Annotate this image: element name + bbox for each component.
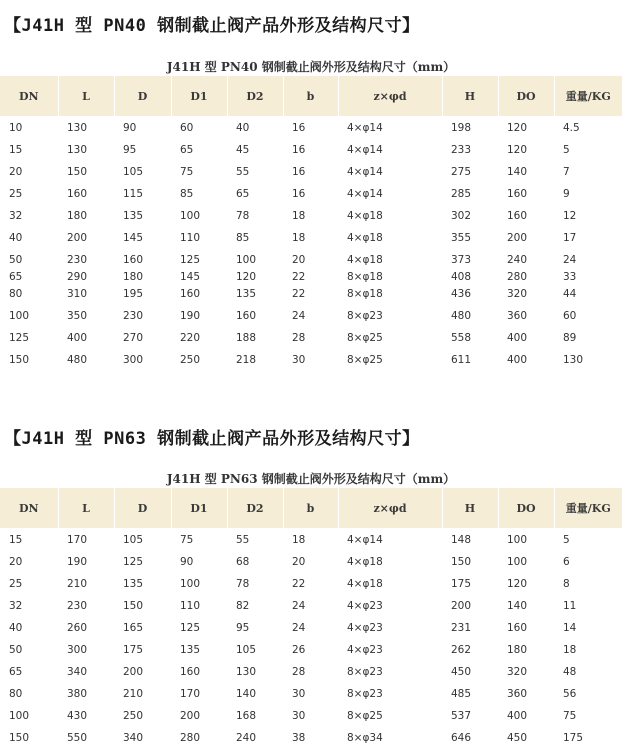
table-cell: 230 bbox=[67, 600, 88, 612]
table-cell: 4×φ18 bbox=[347, 556, 383, 568]
table-cell: 320 bbox=[507, 288, 528, 300]
table-cell: 115 bbox=[123, 188, 144, 200]
table-cell: 220 bbox=[180, 332, 201, 344]
table-cell: 300 bbox=[67, 644, 88, 656]
table-cell: 16 bbox=[292, 144, 306, 156]
table-cell: 8×φ23 bbox=[347, 310, 383, 322]
table-cell: 148 bbox=[451, 533, 472, 546]
table-cell: 150 bbox=[9, 731, 30, 744]
table-cell: 200 bbox=[123, 666, 144, 678]
table-row bbox=[0, 161, 622, 183]
table-caption: J41H 型 PN63 钢制截止阀外形及结构尺寸（mm） bbox=[166, 472, 456, 486]
table-cell: 7 bbox=[563, 166, 570, 178]
table-cell: 55 bbox=[236, 533, 250, 546]
table-cell: 15 bbox=[9, 144, 23, 156]
column-header: D1 bbox=[171, 488, 227, 528]
table-cell: 145 bbox=[123, 232, 144, 244]
table-cell: 8×φ25 bbox=[347, 354, 383, 366]
table-cell: 180 bbox=[67, 210, 88, 222]
table-cell: 20 bbox=[9, 556, 23, 568]
table-cell: 175 bbox=[563, 731, 584, 744]
table-cell: 20 bbox=[292, 254, 306, 266]
table-cell: 231 bbox=[451, 622, 472, 634]
table-cell: 320 bbox=[507, 666, 528, 678]
table-cell: 18 bbox=[292, 210, 306, 222]
table-cell: 11 bbox=[563, 600, 577, 612]
table-cell: 4×φ14 bbox=[347, 121, 383, 134]
table-cell: 100 bbox=[236, 254, 257, 266]
table-cell: 4×φ23 bbox=[347, 622, 383, 634]
table-cell: 373 bbox=[451, 254, 472, 266]
table-cell: 33 bbox=[563, 271, 577, 283]
table-cell: 4×φ18 bbox=[347, 210, 383, 222]
table-cell: 250 bbox=[123, 710, 144, 722]
table-cell: 260 bbox=[67, 622, 88, 634]
table-cell: 180 bbox=[123, 271, 144, 283]
table-row bbox=[0, 573, 622, 595]
spec-table bbox=[0, 76, 622, 371]
table-cell: 150 bbox=[123, 600, 144, 612]
table-cell: 646 bbox=[451, 731, 472, 744]
table-cell: 48 bbox=[563, 666, 577, 678]
table-cell: 95 bbox=[236, 622, 250, 634]
table-cell: 8 bbox=[563, 578, 570, 590]
table-cell: 100 bbox=[180, 578, 201, 590]
table-cell: 16 bbox=[292, 166, 306, 178]
table-cell: 25 bbox=[9, 578, 23, 590]
table-cell: 558 bbox=[451, 332, 472, 344]
table-cell: 360 bbox=[507, 310, 528, 322]
table-row bbox=[0, 661, 622, 683]
table-cell: 78 bbox=[236, 578, 250, 590]
table-cell: 140 bbox=[507, 600, 528, 612]
table-cell: 120 bbox=[507, 144, 528, 156]
table-cell: 100 bbox=[9, 310, 30, 322]
table-cell: 89 bbox=[563, 332, 577, 344]
table-cell: 75 bbox=[180, 533, 194, 546]
table-cell: 18 bbox=[292, 232, 306, 244]
table-cell: 218 bbox=[236, 354, 257, 366]
table-cell: 270 bbox=[123, 332, 144, 344]
table-cell: 130 bbox=[67, 121, 88, 134]
table-cell: 60 bbox=[563, 310, 577, 322]
table-cell: 17 bbox=[563, 232, 577, 244]
table-cell: 6 bbox=[563, 556, 570, 568]
table-cell: 8×φ25 bbox=[347, 710, 383, 722]
table-cell: 30 bbox=[292, 710, 306, 722]
table-cell: 25 bbox=[9, 188, 23, 200]
table-cell: 233 bbox=[451, 144, 472, 156]
table-cell: 40 bbox=[9, 232, 23, 244]
table-cell: 80 bbox=[9, 688, 23, 700]
table-row bbox=[0, 595, 622, 617]
table-row bbox=[0, 305, 622, 327]
table-cell: 175 bbox=[123, 644, 144, 656]
table-cell: 85 bbox=[236, 232, 250, 244]
column-header: D2 bbox=[227, 76, 283, 116]
table-cell: 4×φ23 bbox=[347, 600, 383, 612]
table-cell: 32 bbox=[9, 210, 23, 222]
table-cell: 30 bbox=[292, 354, 306, 366]
table-cell: 170 bbox=[67, 533, 88, 546]
table-cell: 140 bbox=[236, 688, 257, 700]
table-caption: J41H 型 PN40 钢制截止阀外形及结构尺寸（mm） bbox=[166, 60, 456, 74]
table-cell: 150 bbox=[451, 556, 472, 568]
section-title: 【J41H 型 PN40 钢制截止阀产品外形及结构尺寸】 bbox=[4, 16, 420, 36]
table-cell: 4×φ23 bbox=[347, 644, 383, 656]
table-cell: 125 bbox=[123, 556, 144, 568]
table-cell: 9 bbox=[563, 188, 570, 200]
table-cell: 210 bbox=[67, 578, 88, 590]
table-row bbox=[0, 727, 622, 748]
table-cell: 56 bbox=[563, 688, 577, 700]
column-header: 重量/KG bbox=[554, 76, 622, 116]
table-cell: 125 bbox=[180, 622, 201, 634]
table-cell: 160 bbox=[236, 310, 257, 322]
table-cell: 105 bbox=[236, 644, 257, 656]
table-cell: 160 bbox=[507, 210, 528, 222]
table-row bbox=[0, 283, 622, 305]
table-cell: 160 bbox=[180, 666, 201, 678]
table-cell: 135 bbox=[236, 288, 257, 300]
column-header: b bbox=[283, 76, 338, 116]
table-cell: 105 bbox=[123, 166, 144, 178]
table-cell: 4.5 bbox=[563, 121, 580, 134]
table-cell: 135 bbox=[123, 210, 144, 222]
table-cell: 400 bbox=[67, 332, 88, 344]
table-cell: 355 bbox=[451, 232, 472, 244]
column-header: z×φd bbox=[338, 488, 442, 528]
table-cell: 8×φ23 bbox=[347, 666, 383, 678]
table-row bbox=[0, 227, 622, 249]
table-cell: 160 bbox=[67, 188, 88, 200]
column-header: DO bbox=[498, 76, 554, 116]
table-cell: 160 bbox=[123, 254, 144, 266]
table-cell: 198 bbox=[451, 121, 472, 134]
table-row bbox=[0, 205, 622, 227]
table-cell: 15 bbox=[9, 533, 23, 546]
table-row bbox=[0, 271, 622, 283]
table-cell: 125 bbox=[9, 332, 30, 344]
table-cell: 10 bbox=[9, 121, 23, 134]
table-cell: 14 bbox=[563, 622, 577, 634]
table-cell: 50 bbox=[9, 254, 23, 266]
table-cell: 400 bbox=[507, 332, 528, 344]
table-cell: 130 bbox=[563, 354, 584, 366]
table-cell: 65 bbox=[9, 271, 23, 283]
table-row bbox=[0, 617, 622, 639]
table-cell: 80 bbox=[9, 288, 23, 300]
table-cell: 16 bbox=[292, 188, 306, 200]
column-header: DO bbox=[498, 488, 554, 528]
table-cell: 380 bbox=[67, 688, 88, 700]
table-cell: 611 bbox=[451, 354, 472, 366]
table-cell: 4×φ14 bbox=[347, 166, 383, 178]
table-cell: 190 bbox=[180, 310, 201, 322]
table-cell: 550 bbox=[67, 731, 88, 744]
table-cell: 20 bbox=[9, 166, 23, 178]
table-cell: 90 bbox=[180, 556, 194, 568]
table-cell: 82 bbox=[236, 600, 250, 612]
table-cell: 5 bbox=[563, 533, 570, 546]
table-row bbox=[0, 116, 622, 139]
table-cell: 150 bbox=[67, 166, 88, 178]
table-cell: 24 bbox=[563, 254, 577, 266]
table-cell: 20 bbox=[292, 556, 306, 568]
table-cell: 26 bbox=[292, 644, 306, 656]
table-cell: 30 bbox=[292, 688, 306, 700]
table-row bbox=[0, 139, 622, 161]
table-cell: 24 bbox=[292, 310, 306, 322]
table-row bbox=[0, 327, 622, 349]
table-cell: 170 bbox=[180, 688, 201, 700]
table-cell: 537 bbox=[451, 710, 472, 722]
table-cell: 480 bbox=[451, 310, 472, 322]
table-cell: 400 bbox=[507, 710, 528, 722]
table-cell: 65 bbox=[180, 144, 194, 156]
table-row bbox=[0, 183, 622, 205]
column-header: H bbox=[442, 76, 498, 116]
table-row bbox=[0, 551, 622, 573]
table-cell: 40 bbox=[236, 121, 250, 134]
table-cell: 262 bbox=[451, 644, 472, 656]
table-cell: 4×φ14 bbox=[347, 144, 383, 156]
table-cell: 190 bbox=[67, 556, 88, 568]
section-title: 【J41H 型 PN63 钢制截止阀产品外形及结构尺寸】 bbox=[4, 429, 420, 449]
table-cell: 436 bbox=[451, 288, 472, 300]
table-row bbox=[0, 528, 622, 551]
table-cell: 44 bbox=[563, 288, 577, 300]
table-cell: 430 bbox=[67, 710, 88, 722]
column-header: DN bbox=[0, 76, 58, 116]
table-cell: 240 bbox=[236, 731, 257, 744]
table-cell: 100 bbox=[180, 210, 201, 222]
table-cell: 290 bbox=[67, 271, 88, 283]
column-header: D2 bbox=[227, 488, 283, 528]
table-cell: 300 bbox=[123, 354, 144, 366]
table-cell: 485 bbox=[451, 688, 472, 700]
table-cell: 95 bbox=[123, 144, 137, 156]
table-cell: 18 bbox=[292, 533, 306, 546]
table-cell: 360 bbox=[507, 688, 528, 700]
table-cell: 200 bbox=[507, 232, 528, 244]
table-cell: 75 bbox=[180, 166, 194, 178]
column-header: z×φd bbox=[338, 76, 442, 116]
column-header: D bbox=[114, 76, 171, 116]
table-cell: 450 bbox=[507, 731, 528, 744]
table-cell: 22 bbox=[292, 578, 306, 590]
table-cell: 400 bbox=[507, 354, 528, 366]
table-cell: 75 bbox=[563, 710, 577, 722]
table-cell: 285 bbox=[451, 188, 472, 200]
table-cell: 60 bbox=[180, 121, 194, 134]
table-cell: 145 bbox=[180, 271, 201, 283]
table-cell: 24 bbox=[292, 622, 306, 634]
table-cell: 180 bbox=[507, 644, 528, 656]
table-cell: 280 bbox=[180, 731, 201, 744]
table-cell: 4×φ18 bbox=[347, 254, 383, 266]
table-row bbox=[0, 249, 622, 271]
table-cell: 24 bbox=[292, 600, 306, 612]
table-cell: 28 bbox=[292, 666, 306, 678]
table-cell: 188 bbox=[236, 332, 257, 344]
table-cell: 4×φ14 bbox=[347, 188, 383, 200]
table-cell: 4×φ14 bbox=[347, 533, 383, 546]
table-cell: 200 bbox=[451, 600, 472, 612]
table-cell: 275 bbox=[451, 166, 472, 178]
table-cell: 105 bbox=[123, 533, 144, 546]
table-cell: 350 bbox=[67, 310, 88, 322]
table-cell: 90 bbox=[123, 121, 137, 134]
table-cell: 100 bbox=[9, 710, 30, 722]
table-cell: 480 bbox=[67, 354, 88, 366]
table-cell: 210 bbox=[123, 688, 144, 700]
table-cell: 8×φ25 bbox=[347, 332, 383, 344]
table-row bbox=[0, 639, 622, 661]
table-cell: 65 bbox=[236, 188, 250, 200]
table-cell: 78 bbox=[236, 210, 250, 222]
table-cell: 165 bbox=[123, 622, 144, 634]
table-cell: 110 bbox=[180, 600, 201, 612]
table-cell: 120 bbox=[236, 271, 257, 283]
column-header: DN bbox=[0, 488, 58, 528]
table-cell: 160 bbox=[507, 188, 528, 200]
table-cell: 195 bbox=[123, 288, 144, 300]
table-cell: 100 bbox=[507, 556, 528, 568]
table-cell: 28 bbox=[292, 332, 306, 344]
table-cell: 8×φ18 bbox=[347, 288, 383, 300]
table-cell: 8×φ18 bbox=[347, 271, 383, 283]
column-header: D1 bbox=[171, 76, 227, 116]
table-cell: 135 bbox=[123, 578, 144, 590]
table-cell: 230 bbox=[123, 310, 144, 322]
table-cell: 16 bbox=[292, 121, 306, 134]
header-row bbox=[0, 76, 622, 116]
table-cell: 18 bbox=[563, 644, 577, 656]
table-cell: 240 bbox=[507, 254, 528, 266]
table-cell: 55 bbox=[236, 166, 250, 178]
table-cell: 5 bbox=[563, 144, 570, 156]
table-cell: 38 bbox=[292, 731, 306, 744]
table-cell: 125 bbox=[180, 254, 201, 266]
table-cell: 250 bbox=[180, 354, 201, 366]
table-cell: 22 bbox=[292, 288, 306, 300]
table-cell: 110 bbox=[180, 232, 201, 244]
column-header: H bbox=[442, 488, 498, 528]
table-cell: 120 bbox=[507, 578, 528, 590]
table-cell: 310 bbox=[67, 288, 88, 300]
column-header: D bbox=[114, 488, 171, 528]
table-cell: 50 bbox=[9, 644, 23, 656]
table-cell: 8×φ23 bbox=[347, 688, 383, 700]
table-cell: 120 bbox=[507, 121, 528, 134]
table-cell: 175 bbox=[451, 578, 472, 590]
table-cell: 160 bbox=[180, 288, 201, 300]
table-cell: 22 bbox=[292, 271, 306, 283]
table-cell: 302 bbox=[451, 210, 472, 222]
table-cell: 12 bbox=[563, 210, 577, 222]
table-cell: 100 bbox=[507, 533, 528, 546]
table-cell: 340 bbox=[123, 731, 144, 744]
table-cell: 280 bbox=[507, 271, 528, 283]
table-cell: 32 bbox=[9, 600, 23, 612]
table-cell: 150 bbox=[9, 354, 30, 366]
table-cell: 135 bbox=[180, 644, 201, 656]
table-cell: 4×φ18 bbox=[347, 578, 383, 590]
table-cell: 130 bbox=[67, 144, 88, 156]
table-cell: 68 bbox=[236, 556, 250, 568]
table-cell: 200 bbox=[180, 710, 201, 722]
table-cell: 40 bbox=[9, 622, 23, 634]
table-cell: 160 bbox=[507, 622, 528, 634]
column-header: L bbox=[58, 488, 114, 528]
table-row bbox=[0, 349, 622, 371]
table-cell: 140 bbox=[507, 166, 528, 178]
table-cell: 4×φ18 bbox=[347, 232, 383, 244]
table-row bbox=[0, 705, 622, 727]
table-cell: 45 bbox=[236, 144, 250, 156]
table-cell: 85 bbox=[180, 188, 194, 200]
table-cell: 408 bbox=[451, 271, 472, 283]
table-cell: 200 bbox=[67, 232, 88, 244]
table-cell: 450 bbox=[451, 666, 472, 678]
column-header: L bbox=[58, 76, 114, 116]
table-cell: 65 bbox=[9, 666, 23, 678]
table-cell: 230 bbox=[67, 254, 88, 266]
table-cell: 168 bbox=[236, 710, 257, 722]
table-row bbox=[0, 683, 622, 705]
table-cell: 130 bbox=[236, 666, 257, 678]
spec-table bbox=[0, 488, 622, 748]
column-header: b bbox=[283, 488, 338, 528]
header-row bbox=[0, 488, 622, 528]
table-cell: 8×φ34 bbox=[347, 731, 383, 744]
column-header: 重量/KG bbox=[554, 488, 622, 528]
table-cell: 340 bbox=[67, 666, 88, 678]
